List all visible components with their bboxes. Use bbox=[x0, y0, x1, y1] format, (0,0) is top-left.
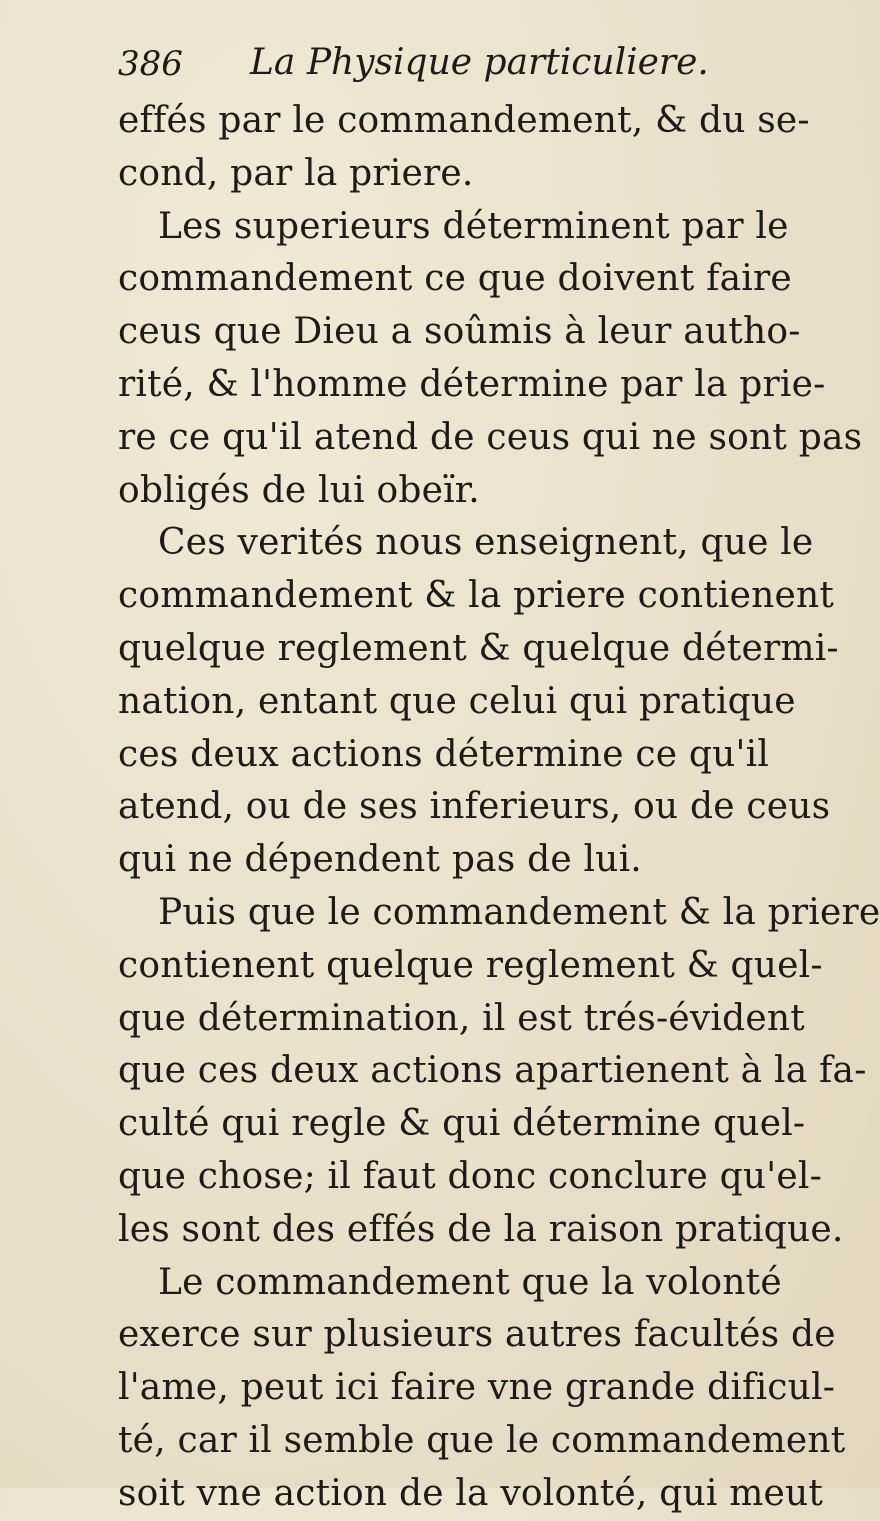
text-line: que chose; il faut donc conclure qu'el- bbox=[118, 1155, 822, 1197]
text-line: re ce qu'il atend de ceus qui ne sont pas bbox=[118, 416, 863, 458]
text-line: ceus que Dieu a soûmis à leur autho- bbox=[118, 311, 801, 353]
text-line: té, car il semble que le commandement bbox=[118, 1419, 846, 1461]
text-line: contienent quelque reglement & quel- bbox=[118, 944, 823, 986]
text-line: nation, entant que celui qui pratique bbox=[118, 680, 796, 722]
text-line: l'ame, peut ici faire vne grande dificul- bbox=[118, 1367, 836, 1409]
paragraph-start-line: Puis que le commandement & la priere bbox=[158, 891, 880, 933]
text-line: cond, par la priere. bbox=[118, 152, 474, 194]
text-line: commandement & la priere contienent bbox=[118, 575, 835, 617]
body-text bbox=[118, 95, 880, 1521]
text-line: effés par le commandement, & du se- bbox=[118, 100, 810, 141]
text-line: atend, ou de ses inferieurs, ou de ceus bbox=[118, 786, 831, 828]
text-line: obligés de lui obeïr. bbox=[118, 469, 480, 511]
text-line: les sont des effés de la raison pratique. bbox=[118, 1208, 844, 1250]
paragraph-start-line: Ces verités nous enseignent, que le bbox=[158, 522, 814, 564]
ink-bleed-through bbox=[232, 1320, 312, 1360]
running-title: La Physique particuliere. bbox=[250, 42, 709, 83]
text-line: culté qui regle & qui détermine quel- bbox=[118, 1103, 806, 1145]
text-line: exerce sur plusieurs autres facultés de bbox=[118, 1314, 836, 1356]
text-line: rité, & l'homme détermine par la prie- bbox=[118, 363, 826, 405]
page-number: 386 bbox=[118, 44, 183, 84]
text-line: ces deux actions détermine ce qu'il bbox=[118, 733, 770, 775]
page-header bbox=[118, 40, 738, 90]
text-line: commandement ce que doivent faire bbox=[118, 258, 792, 300]
text-line: que ces deux actions apartienent à la fa- bbox=[118, 1050, 867, 1092]
text-line: quelque reglement & quelque détermi- bbox=[118, 627, 839, 669]
text-line: qui ne dépendent pas de lui. bbox=[118, 839, 642, 881]
text-line: que détermination, il est trés-évident bbox=[118, 997, 805, 1039]
paragraph-start-line: Les superieurs déterminent par le bbox=[158, 205, 789, 247]
text-line: soit vne action de la volonté, qui meut bbox=[118, 1472, 824, 1514]
paragraph-start-line: Le commandement que la volonté bbox=[158, 1261, 782, 1303]
